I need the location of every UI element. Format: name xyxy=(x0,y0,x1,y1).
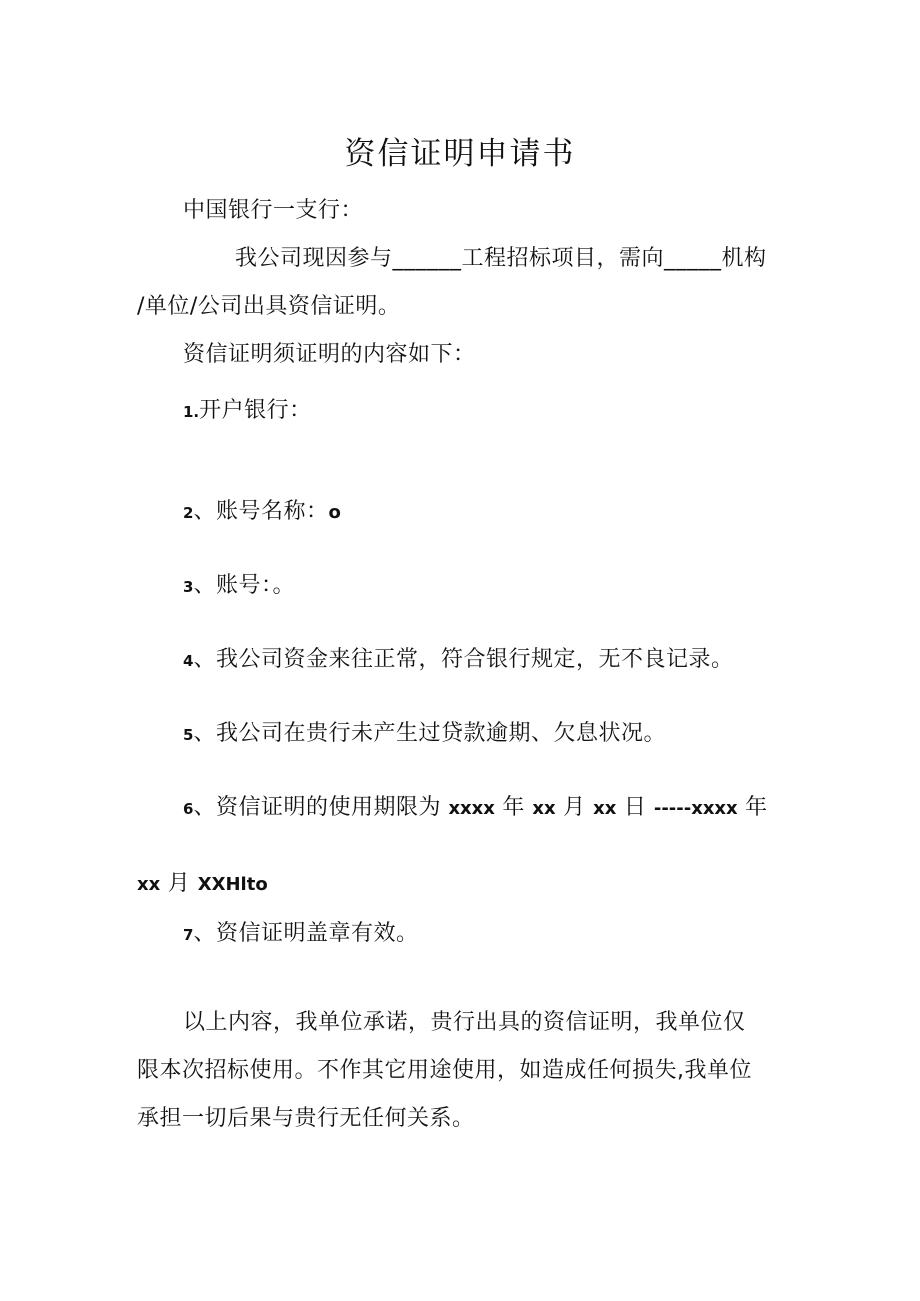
day-label: 日 xyxy=(616,795,654,820)
year-end-label: 年 xyxy=(737,795,768,820)
item-text: 、资信证明的使用期限为 xyxy=(193,795,449,820)
list-item-6-continued xyxy=(137,869,268,900)
month-start: xx xyxy=(532,798,556,819)
list-item-2 xyxy=(183,497,341,528)
list-item-5 xyxy=(183,719,666,750)
day-end: XXHlto xyxy=(197,874,268,895)
content-heading: 资信证明须证明的内容如下： xyxy=(183,342,476,367)
month-label: 月 xyxy=(555,795,594,820)
list-item-6 xyxy=(183,793,768,824)
closing-line-1: 以上内容，我单位承诺，贵行出具的资信证明，我单位仅 xyxy=(183,1010,746,1035)
closing-line-3: 承担一切后果与贵行无任何关系。 xyxy=(137,1106,475,1131)
list-item-1 xyxy=(183,396,312,427)
day-start: xx xyxy=(593,798,617,819)
list-item-3 xyxy=(183,571,295,602)
closing-line-2: 限本次招标使用。不作其它用途使用，如造成任何损失,我单位 xyxy=(137,1058,752,1083)
salutation: 中国银行一支行： xyxy=(183,198,364,223)
list-item-7 xyxy=(183,919,418,950)
intro-line-1: 我公司现因参与______工程招标项目，需向_____机构 xyxy=(235,246,767,271)
item-text: 、账号：。 xyxy=(193,573,295,598)
month-end-label: 月 xyxy=(160,871,198,896)
document-title: 资信证明申请书 xyxy=(344,136,576,172)
item-text: 开户银行： xyxy=(199,398,312,423)
item-number: 1. xyxy=(183,403,200,421)
year-label: 年 xyxy=(494,795,533,820)
year-start: xxxx xyxy=(448,798,495,819)
item-text: 、资信证明盖章有效。 xyxy=(193,921,419,946)
item-number: 3 xyxy=(183,578,194,596)
item-text: 、我公司资金来往正常，符合银行规定，无不良记录。 xyxy=(193,647,734,672)
year-end: -----xxxx xyxy=(653,798,738,819)
item-text: 、我公司在贵行未产生过贷款逾期、欠息状况。 xyxy=(193,721,666,746)
month-end: xx xyxy=(137,874,161,895)
item-tail: o xyxy=(328,502,341,523)
item-number: 2 xyxy=(183,504,194,522)
item-number: 5 xyxy=(183,726,194,744)
list-item-4 xyxy=(183,645,733,676)
item-number: 6 xyxy=(183,800,194,818)
item-number: 7 xyxy=(183,926,194,944)
intro-line-2: /单位/公司出具资信证明。 xyxy=(137,294,401,319)
item-number: 4 xyxy=(183,652,194,670)
item-text: 、账号名称： xyxy=(193,499,329,524)
